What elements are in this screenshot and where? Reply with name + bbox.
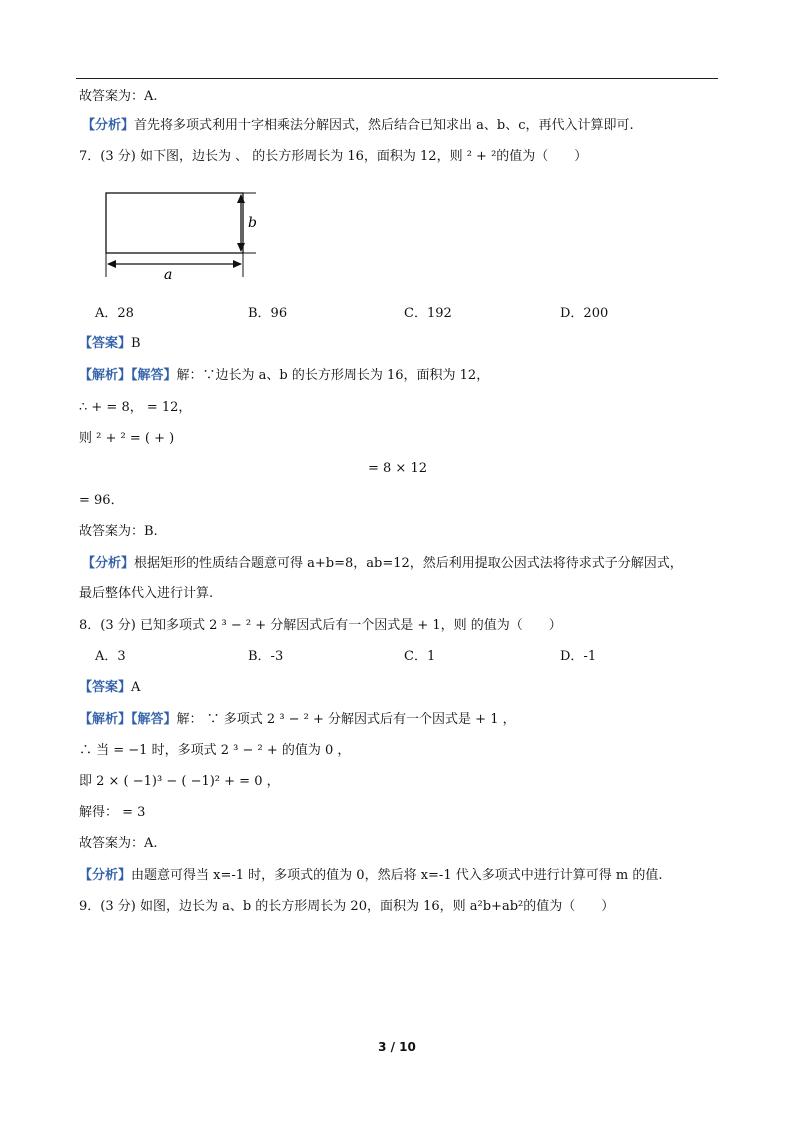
- page-number: 3 / 10: [378, 1040, 416, 1054]
- q8-option-a: A．3: [95, 649, 126, 664]
- q7-option-a: A．28: [95, 306, 134, 321]
- previous-answer: 故答案为：A.: [79, 89, 158, 104]
- answer-tag: 【答案】: [79, 680, 132, 695]
- q8-final: 故答案为：A.: [79, 836, 158, 851]
- q7-solution-5: = 96．: [79, 493, 124, 508]
- analysis-text: 由题意可得当 x=-1 时，多项式的值为 0，然后将 x=-1 代入多项式中进行计算可得 m 的值.: [131, 868, 663, 883]
- q7-solution-1: [79, 367, 489, 385]
- analysis-tag: 【分析】: [82, 118, 135, 133]
- q8-answer: [79, 679, 140, 697]
- analysis-text: 首先将多项式利用十字相乘法分解因式，然后结合已知求出 a、b、c，再代入计算即可.: [134, 118, 634, 133]
- q8-option-c: C．1: [404, 649, 436, 664]
- q7-analysis: [82, 555, 683, 573]
- solution-text: 解： ∵ 多项式 2 ³ − ² + 分解因式后有一个因式是 + 1 ，: [176, 712, 516, 727]
- q7-solution-2: ∴ + = 8， = 12，: [79, 400, 192, 415]
- q7-analysis-2: 最后整体代入进行计算.: [79, 586, 214, 601]
- answer-tag: 【答案】: [79, 336, 132, 351]
- q7-answer: [79, 335, 141, 353]
- solution-tag: 【解析】【解答】: [79, 368, 177, 383]
- analysis-tag: 【分析】: [82, 556, 135, 571]
- q7-question: 7．(3 分) 如下图，边长为 、 的长方形周长为 16，面积为 12，则 ² + ²的值为（ ）: [79, 149, 588, 164]
- q7-solution-4: = 8 × 12: [368, 461, 427, 476]
- header-rule: [76, 78, 718, 79]
- q8-analysis: [79, 867, 662, 885]
- q7-option-d: D．200: [560, 306, 609, 321]
- label-b: b: [248, 215, 257, 231]
- q7-option-c: C．192: [404, 306, 452, 321]
- label-a: a: [164, 267, 173, 283]
- answer-value: B: [131, 336, 141, 351]
- q9-question: 9．(3 分) 如图，边长为 a、b 的长方形周长为 20，面积为 16，则 a²b+ab²的值为（ ）: [79, 899, 615, 914]
- rectangle-figure: [96, 183, 271, 283]
- q8-solution-3: 即 2 × ( −1)³ − ( −1)² + = 0 ，: [79, 774, 280, 789]
- solution-tag: 【解析】【解答】: [79, 712, 177, 727]
- analysis-tag: 【分析】: [79, 868, 132, 883]
- q7-solution-3: 则 ² + ² = ( + ): [79, 431, 175, 446]
- q8-option-b: B．-3: [248, 649, 284, 664]
- q8-option-d: D．-1: [560, 649, 597, 664]
- answer-value: A: [131, 680, 141, 695]
- q8-question: 8．(3 分) 已知多项式 2 ³ − ² + 分解因式后有一个因式是 + 1，则 的值为（ ）: [79, 618, 562, 633]
- q7-option-b: B．96: [248, 306, 288, 321]
- q6-analysis: [82, 117, 634, 135]
- q8-solution-1: [79, 711, 516, 729]
- q8-solution-2: ∴ 当 = −1 时，多项式 2 ³ − ² + 的值为 0 ，: [79, 743, 351, 758]
- analysis-text: 根据矩形的性质结合题意可得 a+b=8，ab=12，然后利用提取公因式法将待求式子分解因式，: [134, 556, 683, 571]
- q8-solution-4: 解得： = 3: [79, 805, 146, 820]
- solution-text: 解：∵边长为 a、b 的长方形周长为 16，面积为 12，: [176, 368, 490, 383]
- q7-final: 故答案为：B.: [79, 524, 158, 539]
